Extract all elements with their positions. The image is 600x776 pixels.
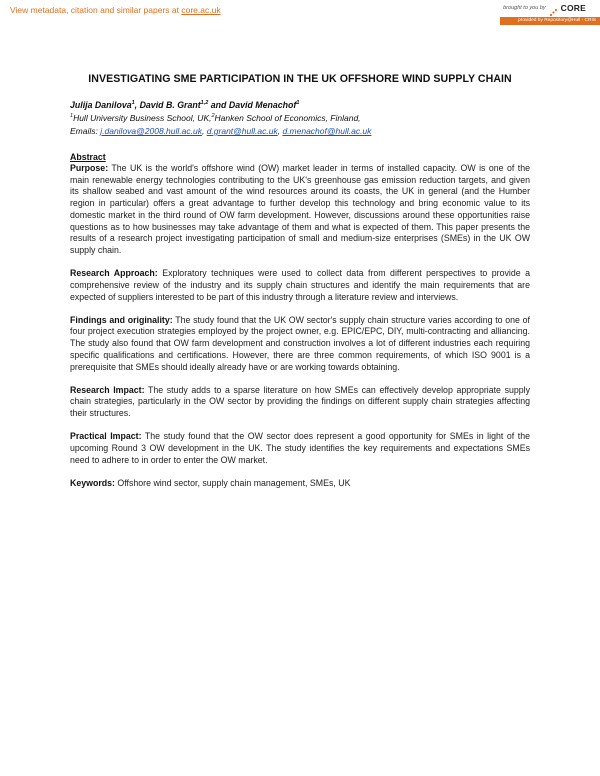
core-header-bar — [0, 0, 600, 26]
paragraph-gap — [70, 420, 530, 432]
view-metadata-text: View metadata, citation and similar papers at — [10, 5, 182, 15]
email-separator: , — [277, 126, 283, 136]
core-logo-icon — [549, 4, 558, 13]
abstract-research-approach — [70, 268, 530, 303]
author-name: Julija Danilova — [70, 100, 132, 110]
paragraph-gap — [70, 466, 530, 478]
emails-label: Emails: — [70, 126, 101, 136]
view-metadata-link[interactable] — [10, 5, 221, 15]
abstract-keywords — [70, 478, 530, 490]
section-label: Keywords: — [70, 477, 115, 488]
author-sup: 1,2 — [200, 100, 209, 107]
core-logo-text: CORE — [560, 3, 586, 13]
section-text: Offshore wind sector, supply chain management, SMEs, UK — [114, 477, 351, 488]
abstract-practical-impact — [70, 431, 530, 466]
provided-by-strip[interactable]: provided by Repository@Hull - CRIS — [500, 17, 600, 25]
section-label: Findings and originality: — [70, 314, 173, 325]
paragraph-gap — [70, 257, 530, 269]
affiliation-2: Hanken School of Economics, Finland, — [214, 113, 361, 123]
brought-by-text: brought to you by — [503, 5, 546, 11]
abstract-heading: Abstract — [70, 152, 106, 162]
abstract-purpose — [70, 163, 530, 257]
author-sup: 1 — [296, 100, 300, 107]
section-text: The study found that the UK OW sector's supply chain structure varies according to one of four project execution strategies employed by the project owner, e.g. EPIC/EPC, DIY, multi-contracting and alliancing. The study also found that OW farm development and construction involves a lot of different industries each requiring specific qualifications and certifications. However, there are three common requirements, of which ISO 9001 is a prerequisite that SMEs should ideally already have or are working towards obtaining. — [70, 314, 530, 372]
author-name: David Menachof — [228, 100, 297, 110]
paper-page — [70, 62, 530, 490]
email-link[interactable]: d.grant@hull.ac.uk — [206, 126, 278, 136]
section-text: The UK is the world's offshore wind (OW) market leader in terms of installed capacity. OW is one of the main renewable energy technologies contributing to the UK's greenhouse gas emission reduction targets, and given its shallow seabed and vast amount of the wind resources around its coasts, the UK in general (and the Humber region in particular) offers a great advantage to further develop this technology and bring economic value to its domestic market in the third round of OW farm development. However, discussions around these opportunities raise questions as to how businesses may take advantage of them and what is expected of them. This paper presents the results of a research project investigating participation of small and medium-size enterprises (SMEs) in the UK OW supply chain. — [70, 163, 530, 255]
section-text: The study adds to a sparse literature on how SMEs can effectively develop appropriate supply chain strategies, particularly in the OW sector by providing the findings on different supply chain strategies affecting their structures. — [70, 384, 530, 419]
affiliation-1: Hull University Business School, UK, — [73, 113, 212, 123]
core-brand[interactable] — [503, 3, 586, 13]
section-text: The study found that the OW sector does represent a good opportunity for SMEs in light of the upcoming Round 3 OW development in the UK. The study identifies the key requirements and expectations SMEs need to adhere to in order to enter the OW market. — [70, 431, 530, 465]
paragraph-gap — [70, 373, 530, 385]
section-label: Practical Impact: — [70, 431, 142, 442]
email-separator: , — [201, 126, 207, 136]
paper-title: INVESTIGATING SME PARTICIPATION IN THE UK OFFSHORE WIND SUPPLY CHAIN — [88, 73, 512, 85]
section-label: Research Approach: — [70, 268, 158, 279]
author-separator: and — [208, 100, 229, 110]
email-link[interactable]: j.danilova@2008.hull.ac.uk — [100, 126, 202, 136]
email-link[interactable]: d.menachof@hull.ac.uk — [282, 126, 372, 136]
section-text: Exploratory techniques were used to collect data from different perspectives to provide a comprehensive review of the industry and its supply chain structures and identify the main requirements that are expected of suppliers interested to be part of this industry through a literature review and interviews. — [70, 268, 530, 302]
emails-line — [70, 125, 530, 138]
affiliations — [70, 112, 530, 125]
author-separator: , — [134, 100, 140, 110]
author-sup: 1 — [131, 100, 135, 107]
abstract-research-impact — [70, 385, 530, 420]
section-label: Purpose: — [70, 163, 109, 173]
affiliation-sup: 2 — [211, 113, 215, 120]
affiliation-sup: 1 — [70, 113, 74, 120]
author-line — [70, 99, 530, 112]
core-site-link[interactable]: core.ac.uk — [181, 5, 221, 15]
paragraph-gap — [70, 303, 530, 315]
abstract-findings — [70, 315, 530, 374]
author-name: David B. Grant — [139, 100, 201, 110]
section-label: Research Impact: — [70, 384, 145, 395]
